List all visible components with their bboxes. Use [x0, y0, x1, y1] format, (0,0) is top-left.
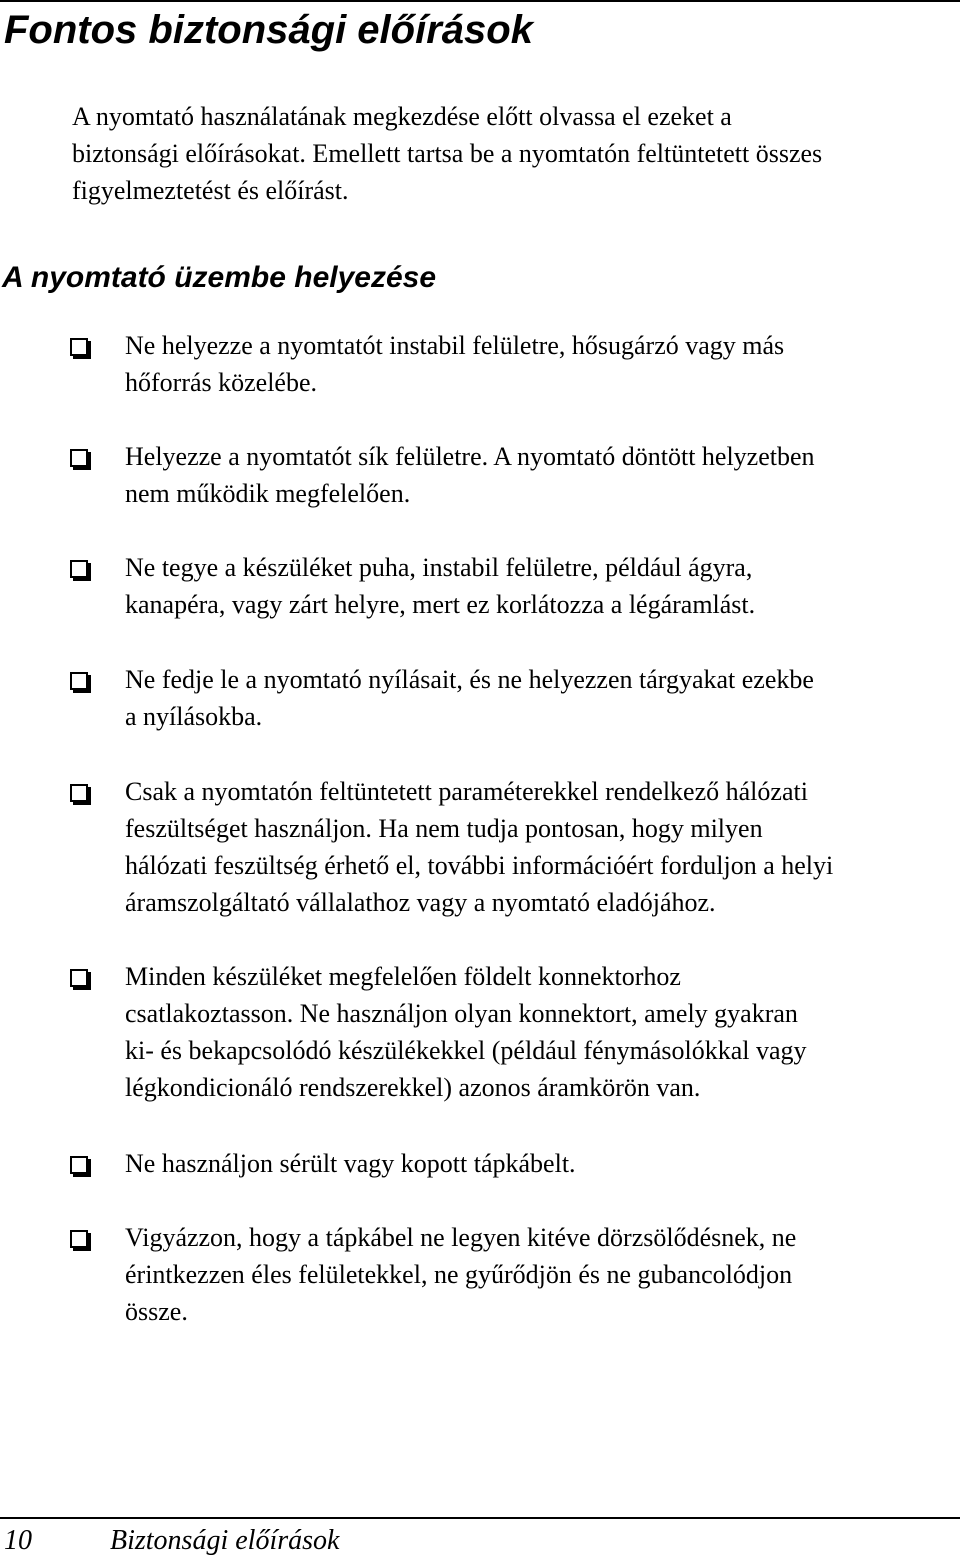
list-item-line: hőforrás közelébe. [125, 368, 318, 397]
list-item-line: Helyezze a nyomtatót sík felületre. A nyomtató döntött helyzetben [125, 442, 815, 471]
list-item-text [125, 438, 960, 512]
footer-rule [0, 1517, 960, 1519]
list-item-line: Csak a nyomtatón feltüntetett paraméterekkel rendelkező hálózati [125, 777, 808, 806]
list-item-line: Ne helyezze a nyomtatót instabil felületre, hősugárzó vagy más [125, 331, 785, 360]
page-title: Fontos biztonsági előírások [4, 8, 533, 52]
intro-line: A nyomtató használatának megkezdése előtt olvassa el ezeket a [72, 102, 732, 131]
footer-section-label: Biztonsági előírások [110, 1525, 340, 1556]
list-item-line: kanapéra, vagy zárt helyre, mert ez korlátozza a légáramlást. [125, 590, 756, 619]
list-item-line: nem működik megfelelően. [125, 479, 411, 508]
list-item-line: csatlakoztasson. Ne használjon olyan konnektort, amely gyakran [125, 999, 798, 1028]
list-item-line: Minden készüléket megfelelően földelt konnektorhoz [125, 962, 681, 991]
list-item-line: feszültséget használjon. Ha nem tudja pontosan, hogy milyen [125, 814, 763, 843]
checkbox-bullet-icon [70, 560, 88, 578]
list-item-line: a nyílásokba. [125, 702, 263, 731]
checkbox-bullet-icon [70, 969, 88, 987]
list-item-line: ki- és bekapcsolódó készülékekkel (például fénymásolókkal vagy [125, 1036, 807, 1065]
list-item-text [125, 1145, 960, 1182]
list-item-line: Ne használjon sérült vagy kopott tápkábelt. [125, 1149, 576, 1178]
list-item-line: Ne tegye a készüléket puha, instabil felületre, például ágyra, [125, 553, 753, 582]
list-item-text [125, 958, 960, 1106]
section-title: A nyomtató üzembe helyezése [2, 261, 437, 294]
checkbox-bullet-icon [70, 338, 88, 356]
list-item-text [125, 1219, 960, 1330]
list-item-text [125, 327, 960, 401]
intro-line: biztonsági előírásokat. Emellett tartsa be a nyomtatón feltüntetett összes [72, 139, 823, 168]
list-item-line: légkondicionáló rendszerekkel) azonos áramkörön van. [125, 1073, 701, 1102]
list-item-line: érintkezzen éles felületekkel, ne gyűrődjön és ne gubancolódjon [125, 1260, 793, 1289]
checkbox-bullet-icon [70, 672, 88, 690]
list-item-text [125, 549, 960, 623]
list-item-line: össze. [125, 1297, 188, 1326]
list-item-text [125, 773, 960, 921]
page-number: 10 [4, 1525, 32, 1556]
list-item-line: hálózati feszültség érhető el, további információért forduljon a helyi [125, 851, 834, 880]
list-item-line: áramszolgáltató vállalathoz vagy a nyomtató eladójához. [125, 888, 716, 917]
intro-paragraph [72, 98, 942, 209]
intro-line: figyelmeztetést és előírást. [72, 176, 349, 205]
checkbox-bullet-icon [70, 449, 88, 467]
checkbox-bullet-icon [70, 784, 88, 802]
list-item-text [125, 661, 960, 735]
checkbox-bullet-icon [70, 1230, 88, 1248]
checkbox-bullet-icon [70, 1156, 88, 1174]
list-item-line: Vigyázzon, hogy a tápkábel ne legyen kitéve dörzsölődésnek, ne [125, 1223, 797, 1252]
list-item-line: Ne fedje le a nyomtató nyílásait, és ne helyezzen tárgyakat ezekbe [125, 665, 814, 694]
